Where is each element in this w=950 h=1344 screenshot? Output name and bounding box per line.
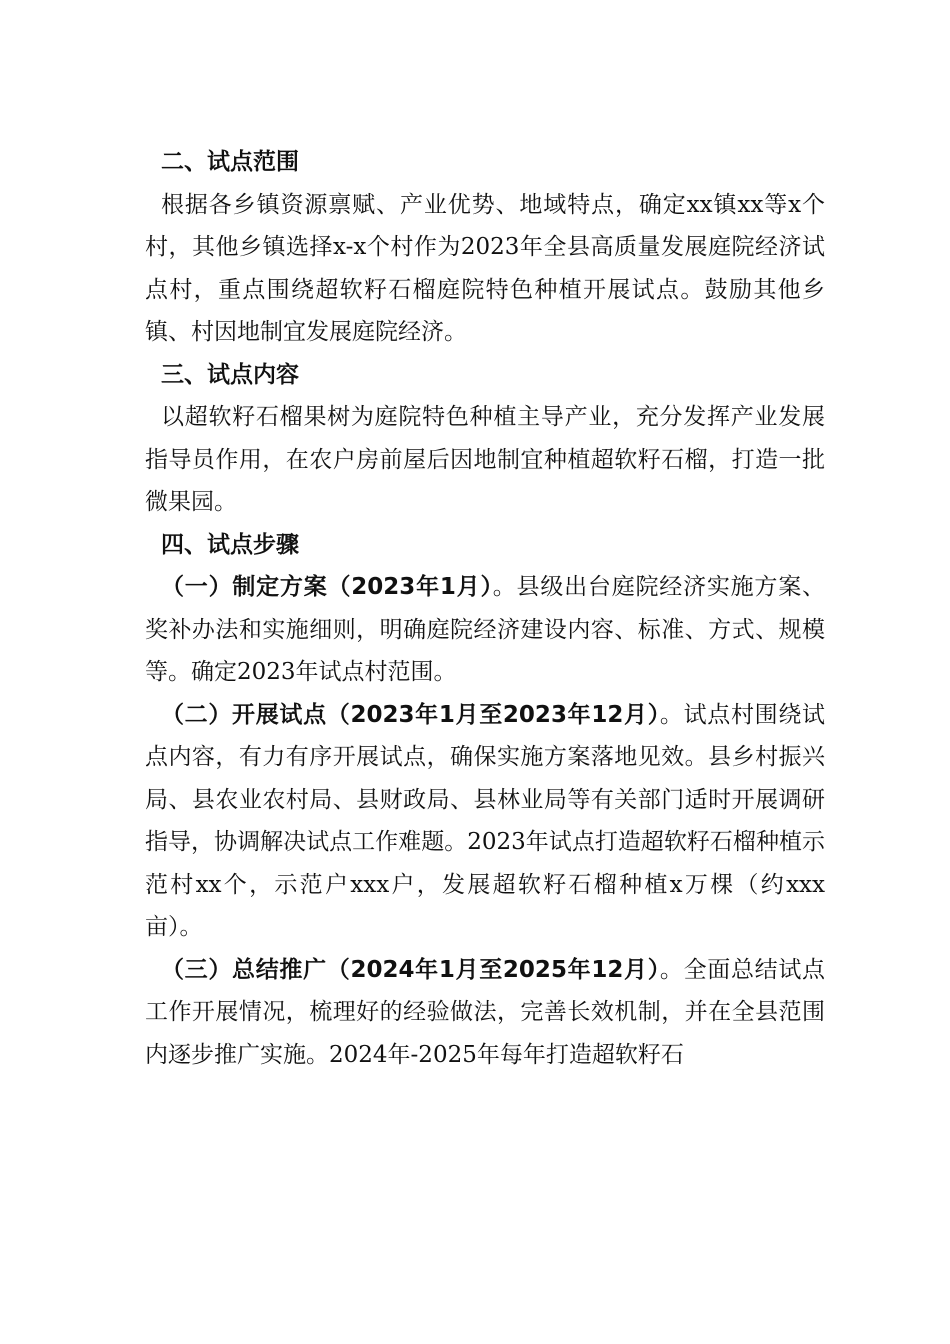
step-3-paragraph	[145, 949, 825, 1077]
step-2-paragraph	[145, 694, 825, 949]
section-heading-scope: 二、试点范围	[161, 149, 299, 175]
section-heading-steps: 四、试点步骤	[161, 531, 299, 558]
step-2-body: 。试点村围绕试点内容，有力有序开展试点，确保实施方案落地见效。县乡村振兴局、县农业农村局、县财政局、县林业局等有关部门适时开展调研指导，协调解决试点工作难题。2023年试点打造超软籽石榴种植示范村xx个，示范户xxx户，发展超软籽石榴种植x万棵（约xxx亩）。	[145, 701, 826, 940]
content-paragraph: 以超软籽石榴果树为庭院特色种植主导产业，充分发挥产业发展指导员作用，在农户房前屋后因地制宜种植超软籽石榴，打造一批微果园。	[145, 404, 825, 515]
step-1-body: 。县级出台庭院经济实施方案、奖补办法和实施细则，明确庭院经济建设内容、标准、方式、规模等。确定2023年试点村范围。	[145, 574, 826, 685]
step-1-paragraph	[145, 566, 825, 694]
scope-paragraph: 根据各乡镇资源禀赋、产业优势、地域特点，确定xx镇xx等x个村，其他乡镇选择x-x个村作为2023年全县高质量发展庭院经济试点村，重点围绕超软籽石榴庭院特色种植开展试点。鼓励其他乡镇、村因地制宜发展庭院经济。	[145, 191, 825, 345]
step-2-title: （二）开展试点（2023年1月至2023年12月）	[161, 701, 660, 728]
section-heading-content: 三、试点内容	[161, 361, 299, 388]
step-3-title: （三）总结推广（2024年1月至2025年12月）	[161, 956, 660, 983]
step-1-title: （一）制定方案（2023年1月）	[161, 574, 493, 600]
step-3-body: 。全面总结试点工作开展情况，梳理好的经验做法，完善长效机制，并在全县范围内逐步推广实施。2024年-2025年每年打造超软籽石	[145, 956, 826, 1068]
document-body	[145, 141, 825, 1076]
